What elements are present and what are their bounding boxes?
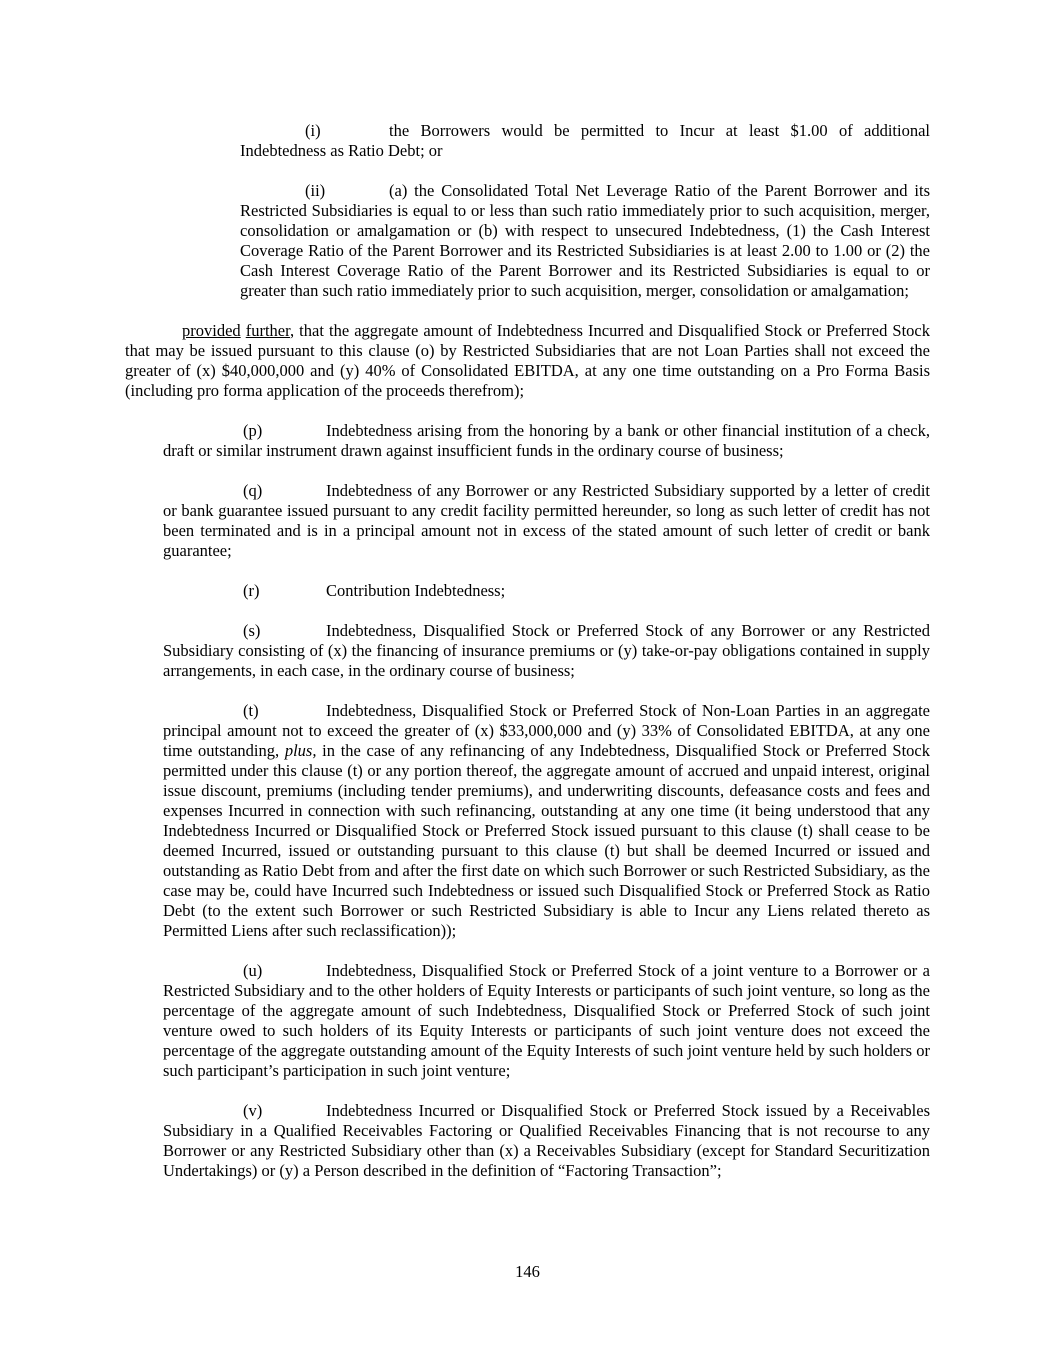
paragraph-clause-v xyxy=(163,1101,930,1181)
paragraph-clause-ii xyxy=(240,181,930,301)
paragraph-clause-r xyxy=(163,581,930,601)
paragraph-clause-u xyxy=(163,961,930,1081)
clause-label-ii: (ii) xyxy=(305,181,326,200)
clause-label-r: (r) xyxy=(243,581,260,600)
proviso-lead-word-2: further xyxy=(245,321,290,340)
clause-text-s: Indebtedness, Disqualified Stock or Preferred Stock of any Borrower or any Restricted Subsidiary consisting of (x) the financing of insurance premiums or (y) take-or-pay obligations contained in supply arrangements, in each case, in the ordinary course of business; xyxy=(163,621,930,680)
paragraph-clause-i xyxy=(240,121,930,161)
clause-label-t: (t) xyxy=(243,701,259,720)
clause-text-t-pre: Indebtedness, Disqualified Stock or Preferred Stock of Non-Loan Parties in an aggregate principal amount not to exceed the greater of (x) $33,000,000 and (y) 33% of Consolidated EBITDA, at any one time outstanding, xyxy=(163,701,930,760)
clause-text-u: Indebtedness, Disqualified Stock or Preferred Stock of a joint venture to a Borrower or a Restricted Subsidiary and to the other holders of Equity Interests or participants of such joint venture, so long as the percentage of the aggregate amount of such Indebtedness, Disqualified Stock or Preferred Stock of such joint venture owed to such holders of its Equity Interests or participants of such joint venture does not exceed the percentage of the aggregate outstanding amount of the Equity Interests of such joint venture held by such holders or such participant’s participation in such joint venture; xyxy=(163,961,930,1080)
clause-label-q: (q) xyxy=(243,481,263,500)
proviso-text: , that the aggregate amount of Indebtedness Incurred and Disqualified Stock or Preferred Stock that may be issued pursuant to this clause (o) by Restricted Subsidiaries that are not Loan Parties shall not exceed the greater of (x) $40,000,000 and (y) 40% of Consolidated EBITDA, at any one time outstanding on a Pro Forma Basis (including pro forma application of the proceeds therefrom); xyxy=(125,321,930,400)
proviso-lead-word-1: provided xyxy=(182,321,241,340)
paragraph-clause-p xyxy=(163,421,930,461)
clause-text-i: the Borrowers would be permitted to Incur at least $1.00 of additional Indebtedness as Ratio Debt; or xyxy=(240,121,930,160)
clause-label-s: (s) xyxy=(243,621,261,640)
clause-text-q: Indebtedness of any Borrower or any Restricted Subsidiary supported by a letter of credit or bank guarantee issued pursuant to any credit facility permitted hereunder, so long as such letter of credit has not been terminated and is in a principal amount not in excess of the stated amount of such letter of credit or bank guarantee; xyxy=(163,481,930,560)
page-number: 146 xyxy=(515,1262,540,1281)
clause-text-t-post: in the case of any refinancing of any Indebtedness, Disqualified Stock or Preferred Stock permitted under this clause (t) or any portion thereof, the aggregate amount of accrued and unpaid interest, original issue discount, premiums (including tender premiums), and underwriting discounts, defeasance costs and fees and expenses Incurred in connection with such refinancing, outstanding at any one time (it being understood that any Indebtedness Incurred or Disqualified Stock or Preferred Stock issued pursuant to this clause (t) shall cease to be deemed Incurred, issued or outstanding pursuant to this clause (t) but shall be deemed Incurred or issued and outstanding as Ratio Debt from and after the first date on which such Borrower or such Restricted Subsidiary, as the case may be, could have Incurred such Indebtedness or issued such Disqualified Stock or Preferred Stock as Ratio Debt (to the extent such Borrower or such Restricted Subsidiary is able to Incur any Liens related thereto as Permitted Liens after such reclassification)); xyxy=(163,741,930,940)
paragraph-proviso xyxy=(125,321,930,401)
clause-text-ii: (a) the Consolidated Total Net Leverage Ratio of the Parent Borrower and its Restricted Subsidiaries is equal to or less than such ratio immediately prior to such acquisition, merger, consolidation or amalgamation or (b) with respect to unsecured Indebtedness, (1) the Cash Interest Coverage Ratio of the Parent Borrower and its Restricted Subsidiaries is at least 2.00 to 1.00 or (2) the Cash Interest Coverage Ratio of the Parent Borrower and its Restricted Subsidiaries is equal to or greater than such ratio immediately prior to such acquisition, merger, consolidation or amalgamation; xyxy=(240,181,930,300)
clause-label-u: (u) xyxy=(243,961,263,980)
clause-text-v: Indebtedness Incurred or Disqualified Stock or Preferred Stock issued by a Receivables Subsidiary in a Qualified Receivables Factoring or Qualified Receivables Financing that is not recourse to any Borrower or any Restricted Subsidiary other than (x) a Receivables Subsidiary (except for Standard Securitization Undertakings) or (y) a Person described in the definition of “Factoring Transaction”; xyxy=(163,1101,930,1180)
clause-label-i: (i) xyxy=(305,121,321,140)
clause-label-v: (v) xyxy=(243,1101,263,1120)
clause-text-t-italic: plus, xyxy=(284,741,317,760)
paragraph-clause-s xyxy=(163,621,930,681)
clause-text-p: Indebtedness arising from the honoring by a bank or other financial institution of a check, draft or similar instrument drawn against insufficient funds in the ordinary course of business; xyxy=(163,421,930,460)
paragraph-clause-q xyxy=(163,481,930,561)
paragraph-clause-t xyxy=(163,701,930,941)
clause-text-r: Contribution Indebtedness; xyxy=(326,581,506,600)
clause-label-p: (p) xyxy=(243,421,263,440)
